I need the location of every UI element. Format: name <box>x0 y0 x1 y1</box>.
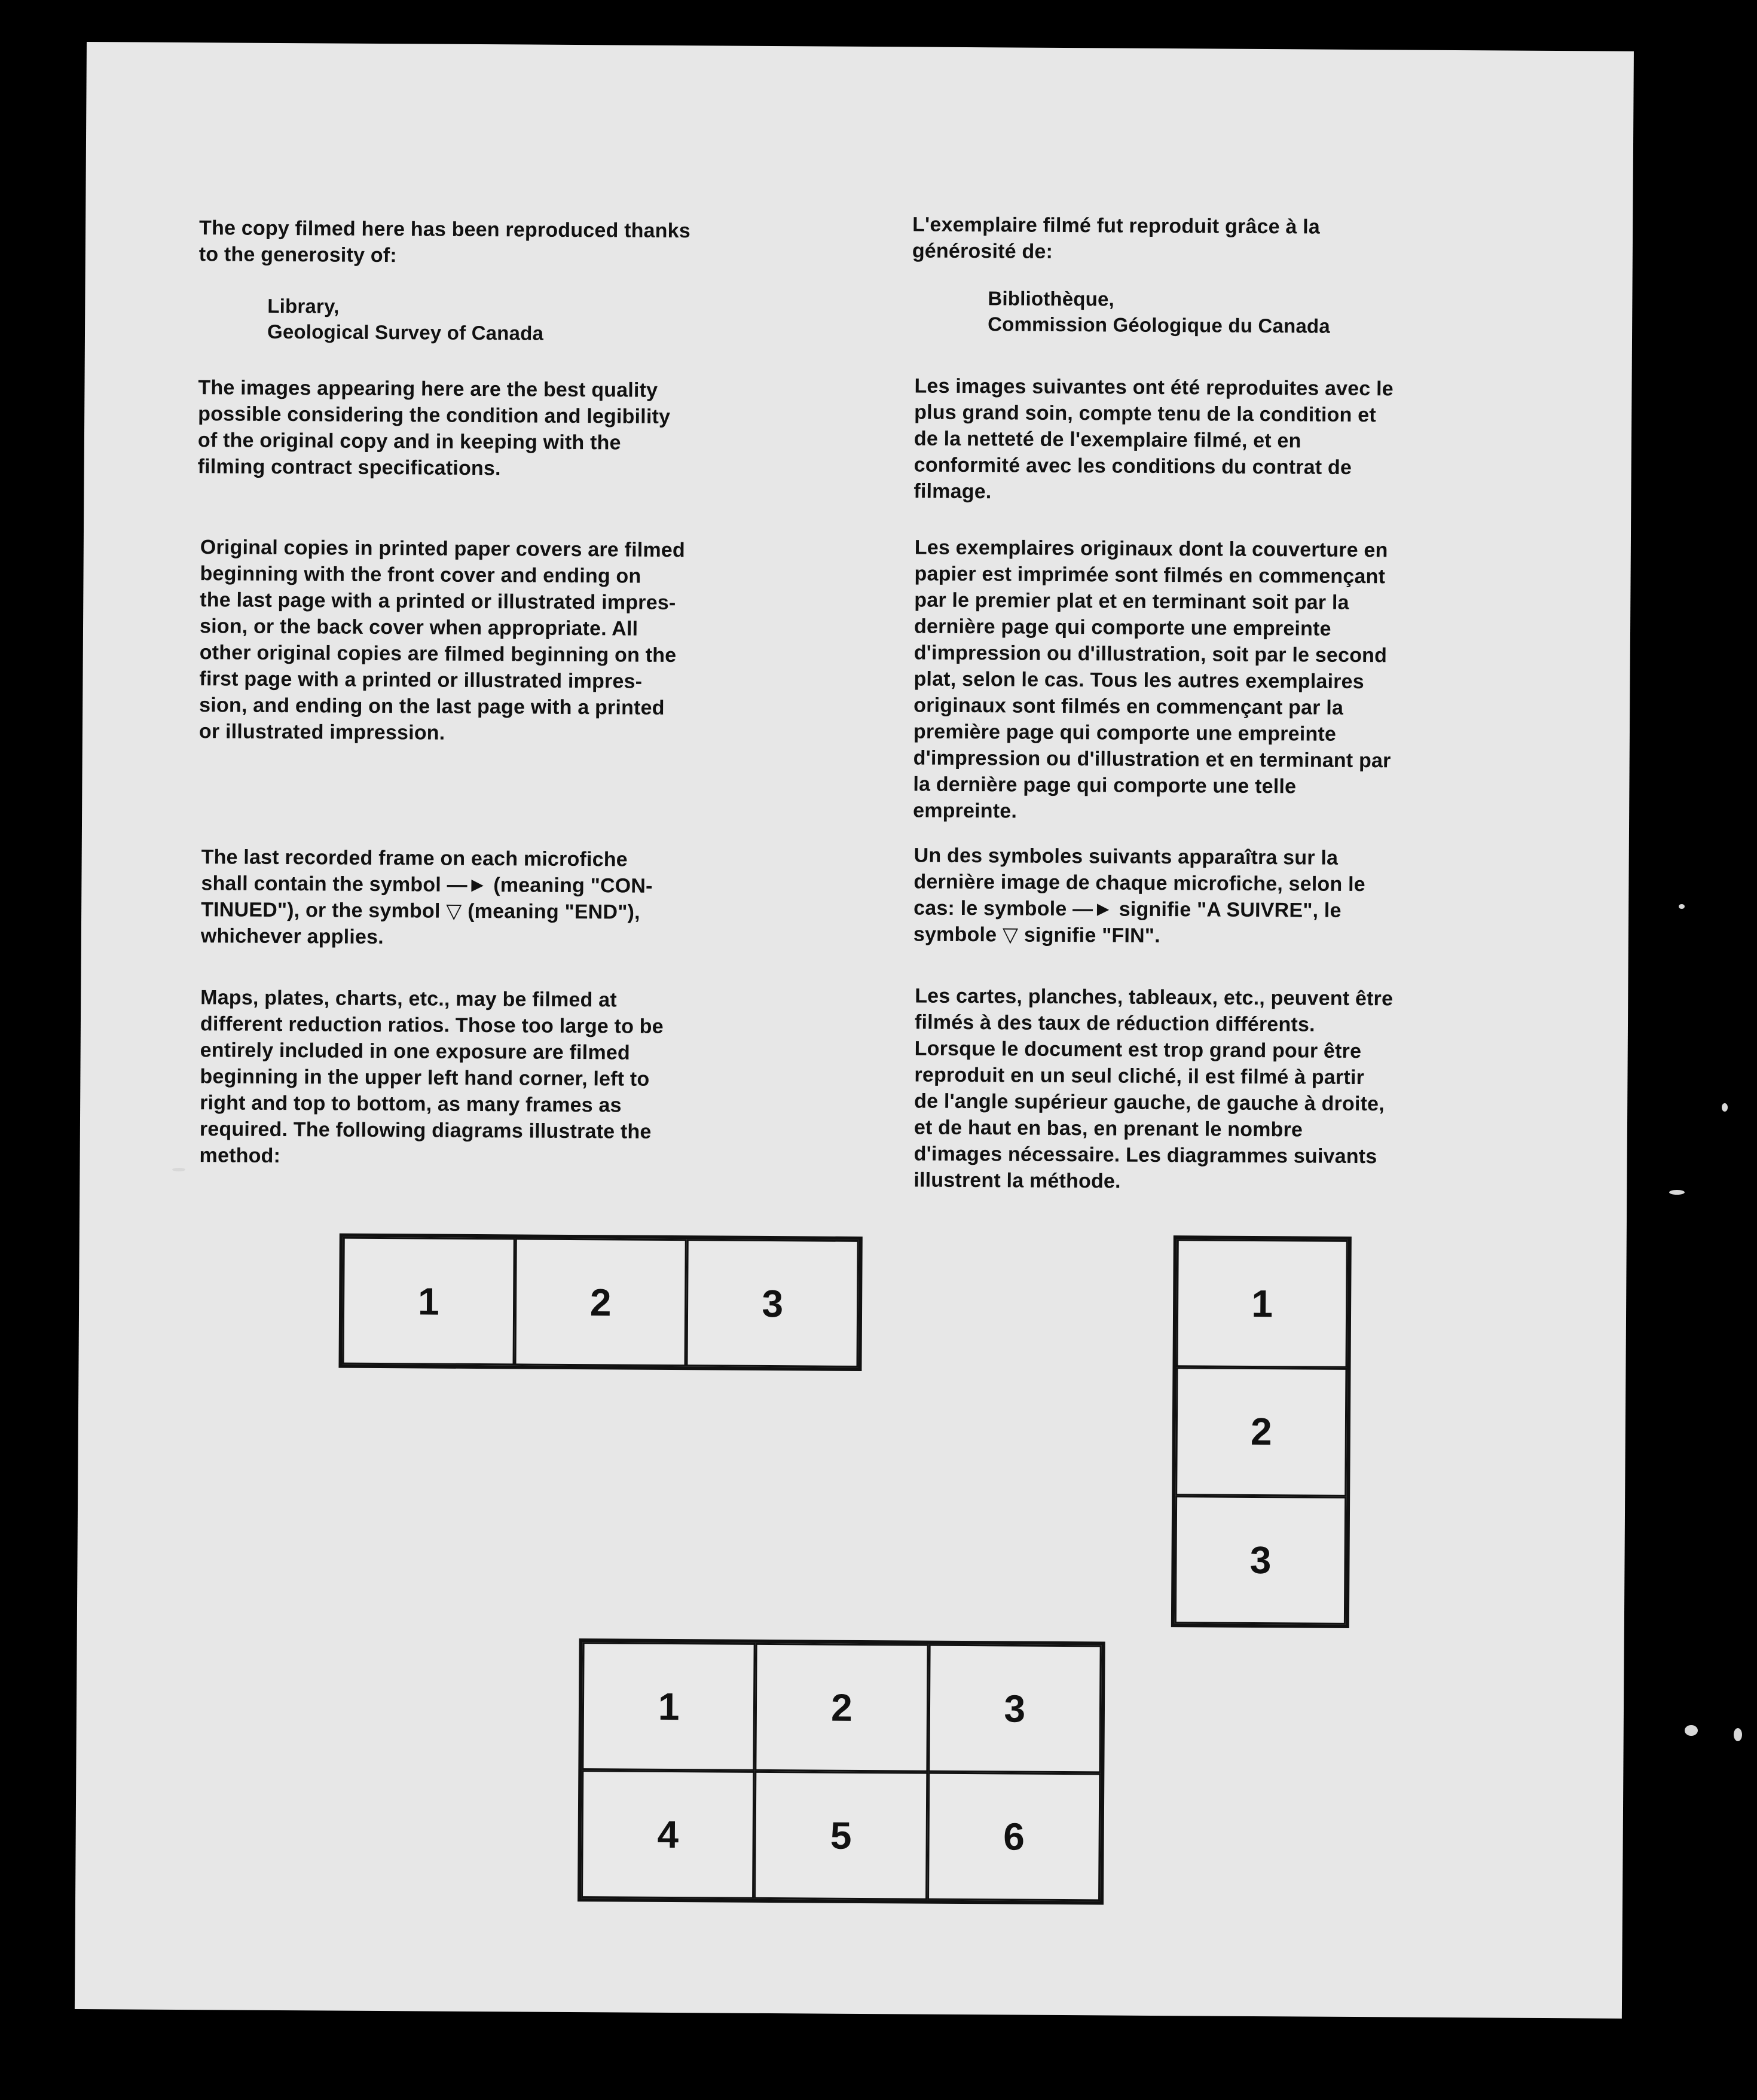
frame-cell: 2 <box>514 1238 687 1366</box>
diagram-horizontal <box>338 1234 862 1371</box>
credit-intro-en: The copy filmed here has been reproduced thanks to the generosity of: <box>198 216 691 267</box>
quality-statement-en: The images appearing here are the best quality possible considering the condition and legibility of the original copy and in keeping with the filming contract specifications. <box>197 376 671 480</box>
scan-speck <box>172 1168 185 1171</box>
frame-cell: 3 <box>686 1239 859 1368</box>
credit-institution-en: Library, Geological Survey of Canada <box>267 294 544 344</box>
quality-statement-fr: Les images suivantes ont été reproduites avec le plus grand soin, compte tenu de la condition et de la netteté de l'exemplaire filmé, et en conformité avec les conditions du contrat de filmage. <box>913 374 1394 503</box>
scan-speck <box>1679 904 1685 909</box>
credit-institution-fr: Bibliothèque, Commission Géologique du Canada <box>988 287 1331 337</box>
microfiche-target-page <box>75 42 1634 2019</box>
frame-cell: 1 <box>342 1237 515 1366</box>
frame-cell: 1 <box>1176 1239 1347 1368</box>
scan-speck <box>1722 1103 1728 1112</box>
frame-cell: 3 <box>1175 1495 1346 1625</box>
covers-statement-fr: Les exemplaires originaux dont la couverture en papier est imprimée sont filmés en commençant par le premier plat et en terminant soit par la dernière page qui comporte une empreinte d'impression ou d'illustration, soit par le second plat, selon le cas. Tous les autres exemplaires originaux sont filmés en commençant par la première page qui comporte une empreinte d'impression ou d'illustration et en terminant par la dernière page qui comporte une telle empreinte. <box>913 536 1391 823</box>
frame-cell: 1 <box>582 1642 756 1771</box>
frame-cell: 2 <box>755 1643 929 1772</box>
maps-statement-en: Maps, plates, charts, etc., may be filmed at different reduction ratios. Those too large to be entirely included in one exposure are filmed beginning in the upper left hand corner, left to right and top to bottom, as many frames as required. The following diagrams illustrate the method: <box>199 986 664 1168</box>
frame-cell: 4 <box>581 1770 755 1899</box>
scan-speck <box>1734 1728 1742 1741</box>
frame-cell: 5 <box>754 1771 928 1900</box>
scan-speck <box>1685 1725 1698 1736</box>
symbols-statement-en: The last recorded frame on each microfiche shall contain the symbol —► (meaning "CON- TINUED"), or the symbol ▽ (meaning "END"), whichever applies. <box>200 846 653 949</box>
credit-intro-fr: L'exemplaire filmé fut reproduit grâce à la générosité de: <box>912 213 1321 263</box>
scan-speck <box>1669 1190 1685 1195</box>
diagram-vertical <box>1171 1235 1352 1628</box>
frame-cell: 6 <box>927 1772 1101 1901</box>
maps-statement-fr: Les cartes, planches, tableaux, etc., peuvent être filmés à des taux de réduction différents. Lorsque le document est trop grand pour être reproduit en un seul cliché, il est filmé à partir de l'angle supérieur gauche, de gauche à droite, et de haut en bas, en prenant le nombre d'images nécessaire. Les diagrammes suivants illustrent la méthode. <box>913 984 1394 1193</box>
frame-cell: 2 <box>1175 1368 1347 1497</box>
covers-statement-en: Original copies in printed paper covers are filmed beginning with the front cover and ending on the last page with a printed or illustrated impres- sion, or the back cover when appropriate. All other original copies are filmed beginning on the first page with a printed or illustrated impres- sion, and ending on the last page with a printed or illustrated impression. <box>198 536 686 744</box>
symbols-statement-fr: Un des symboles suivants apparaîtra sur la dernière image de chaque microfiche, selon le cas: le symbole —► signifie "A SUIVRE", le symbole ▽ signifie "FIN". <box>913 844 1365 947</box>
frame-cell: 3 <box>928 1644 1102 1774</box>
diagram-grid <box>577 1638 1105 1904</box>
